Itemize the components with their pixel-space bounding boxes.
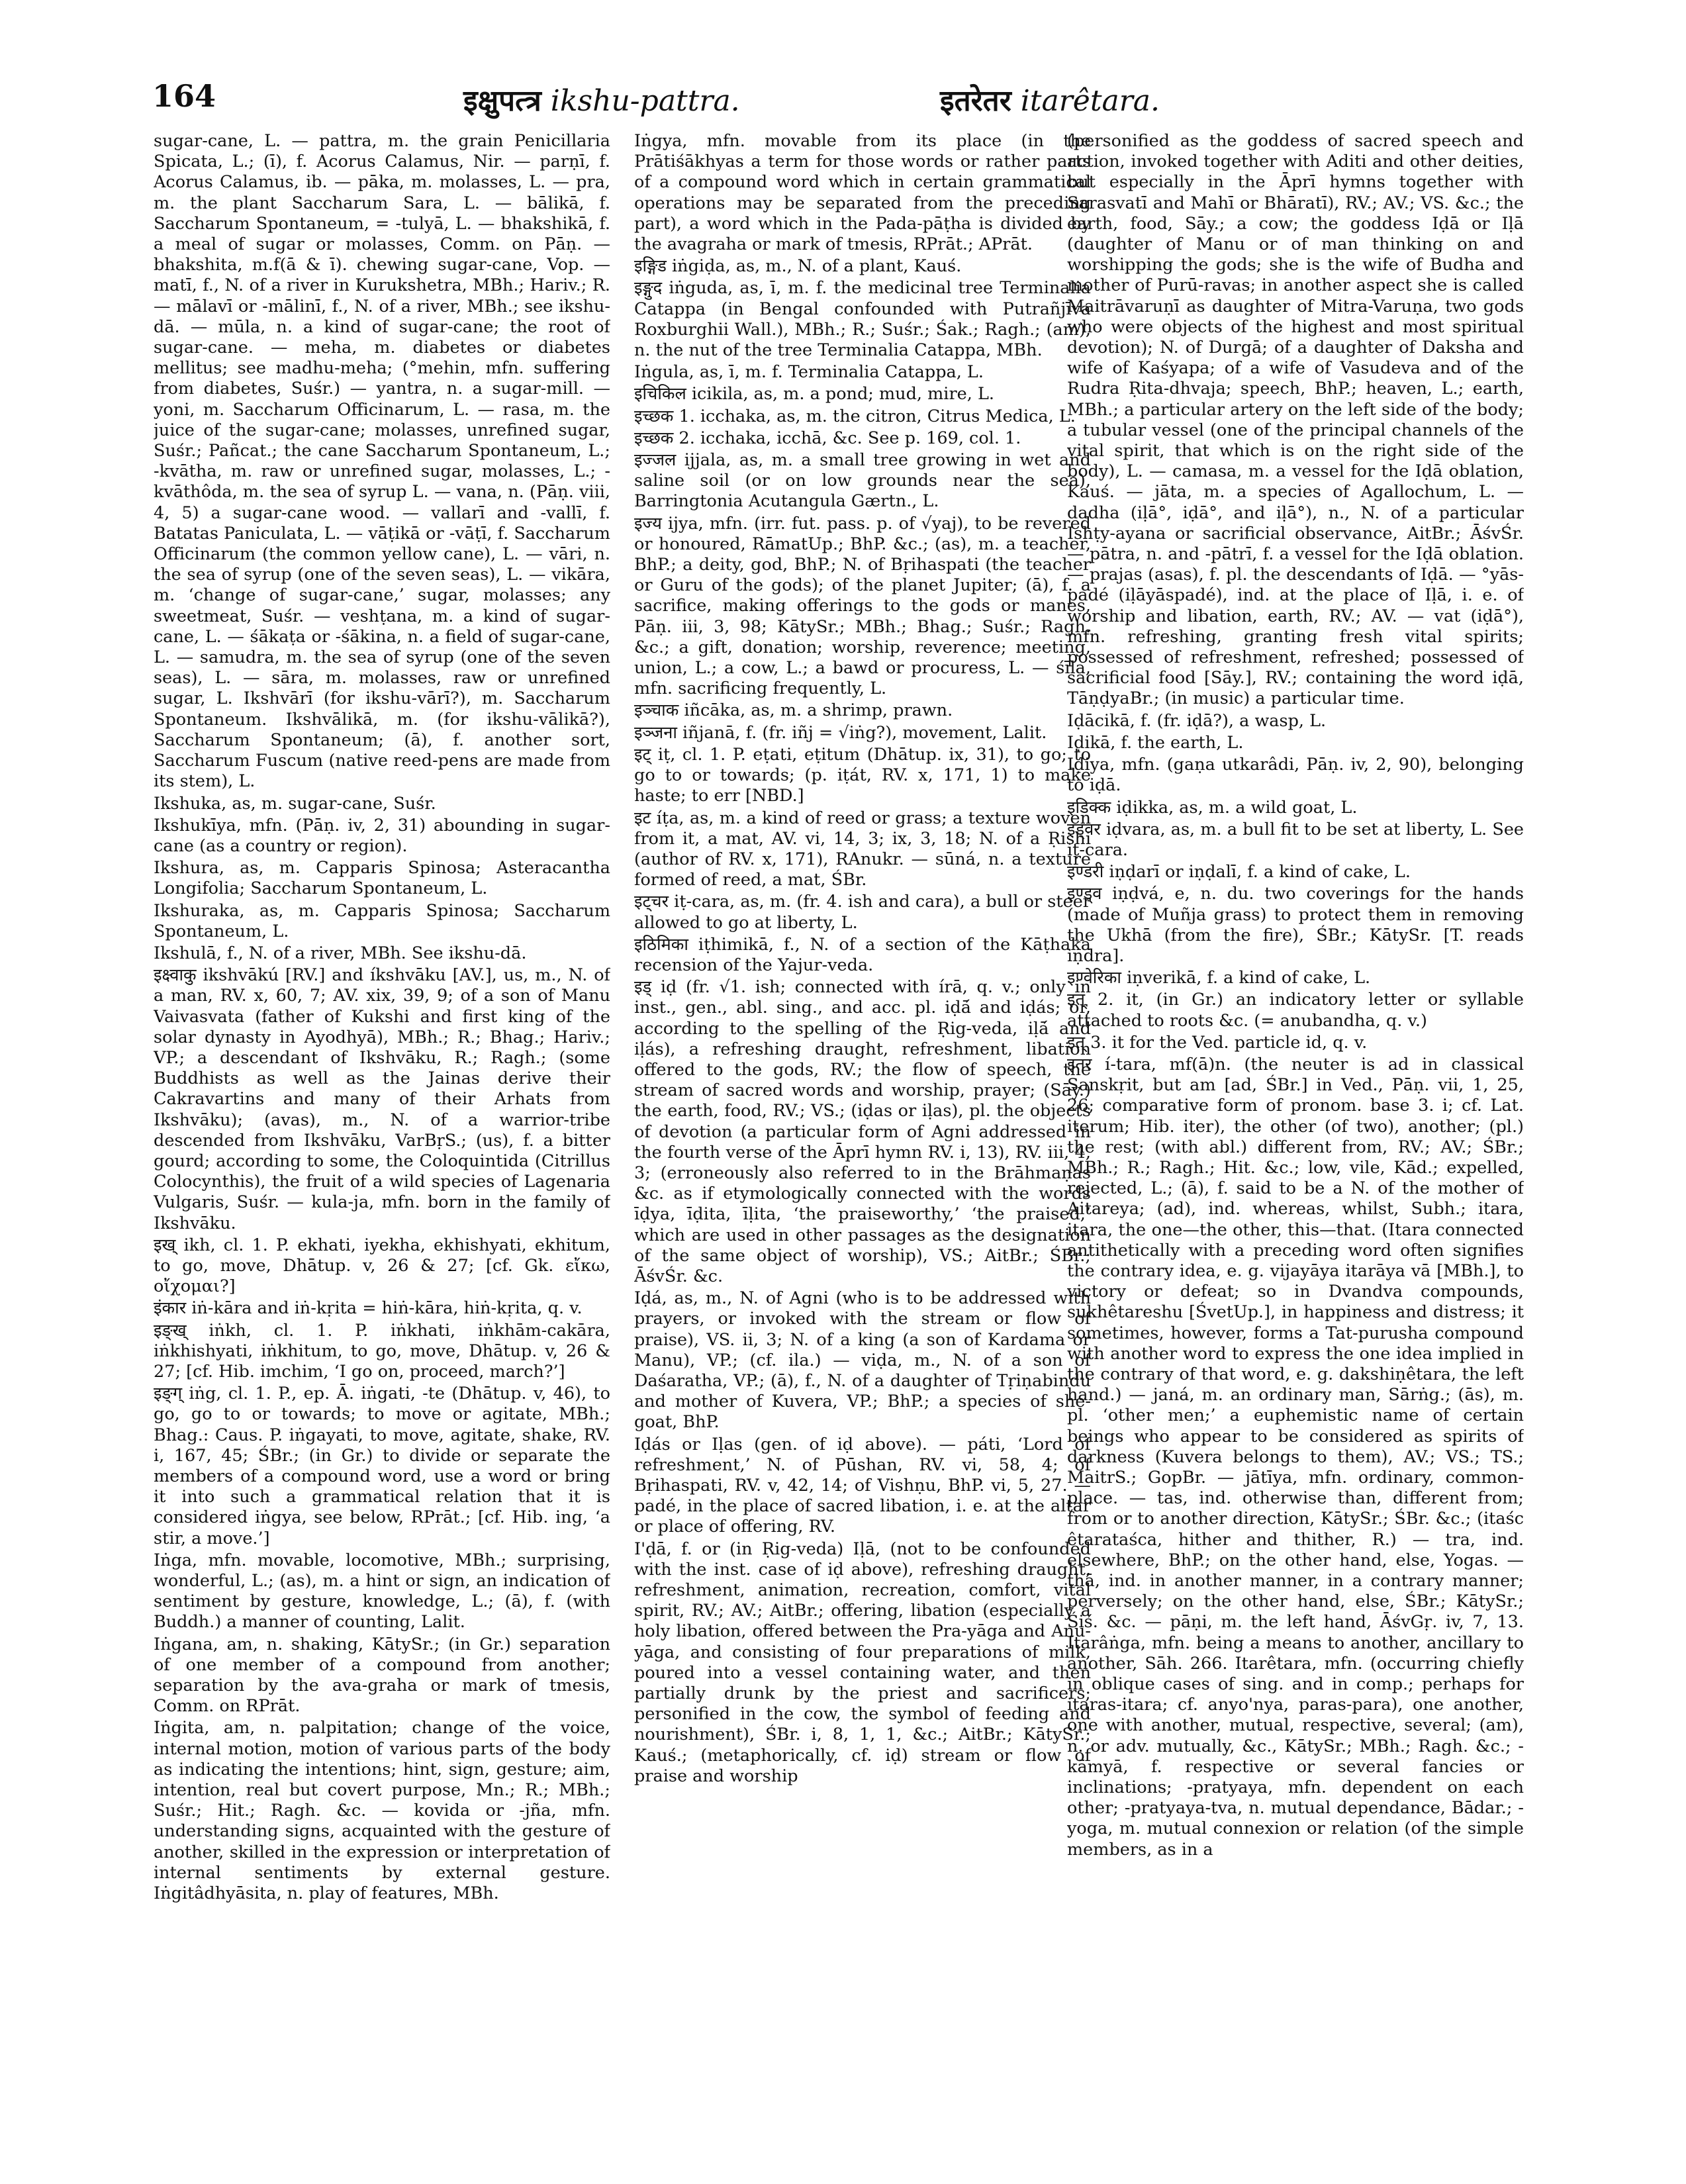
dictionary-entry: Iṅgana, am, n. shaking, KātySr.; (in Gr.) separation of one member of a compound from another; separation by the ava-graha or mark of tmesis, Comm. on RPrāt. <box>154 1634 610 1717</box>
dictionary-entry: इङ्ख् iṅkh, cl. 1. P. iṅkhati, iṅkhām-cakāra, iṅkhishyati, iṅkhitum, to go, move, Dhātup. v, 26 & 27; [cf. Hib. imchim, ‘I go on, proceed, march?’] <box>154 1320 610 1382</box>
dictionary-entry: इट् iṭ, cl. 1. P. eṭati, eṭitum (Dhātup. ix, 31), to go; to go to or towards; (p. iṭát, RV. x, 171, 1) to make haste; to err [NBD.] <box>634 744 1091 806</box>
dictionary-entry: Iṅgula, as, ī, m. f. Terminalia Catappa, L. <box>634 362 984 383</box>
dictionary-entry: इचिकिल icikila, as, m. a pond; mud, mire, L. <box>634 384 994 404</box>
dictionary-entry: इञ्जना iñjanā, f. (fr. iñj = √iṅg?), movement, Lalit. <box>634 722 1047 743</box>
column-2 <box>634 131 1091 2157</box>
page-number: 164 <box>152 78 216 114</box>
dictionary-entry: इज्य ijya, mfn. (irr. fut. pass. p. of √yaj), to be revered or honoured, RāmatUp.; BhP. &c.; (as), m. a teacher, BhP.; a deity, god, BhP.; N. of Bṛihaspati (the teacher or Guru of the gods); of the planet Jupiter; (ā), f. a sacrifice, making offerings to the gods or manes, Pāṇ. iii, 3, 98; KātySr.; MBh.; Bhag.; Suśr.; Ragh. &c.; a gift, donation; worship, reverence; meeting, union, L.; a cow, L.; a bawd or procuress, L. — śīla, mfn. sacrificing frequently, L. <box>634 513 1091 699</box>
dictionary-entry: इण्ड्व iṇḍvá, e, n. du. two coverings for the hands (made of Muñja grass) to protect them in removing the Ukhā (from the fire), ŚBr.; KātySr. [T. reads iṇdra]. <box>1067 884 1524 966</box>
dictionary-entry: इट्चर iṭ-cara, as, m. (fr. 4. ish and cara), a bull or steer allowed to go at liberty, L. <box>634 892 1091 933</box>
dictionary-entry: Iṅgya, mfn. movable from its place (in the Prātiśākhyas a term for those words or rather parts of a compound word which in certain grammatical operations may be separated from the preceding part), a word which in the Pada-pāṭha is divided by the avagraha or mark of tmesis, RPrāt.; APrāt. <box>634 131 1091 255</box>
dictionary-entry: इतर í-tara, mf(ā)n. (the neuter is ad in classical Sanskṛit, but am [ad, ŚBr.] in Ved., Pāṇ. vii, 1, 25, 26; comparative form of pronom. base 3. i; cf. Lat. iterum; Hib. iter), the other (of two), another; (pl.) the rest; (with abl.) different from, RV.; AV.; ŚBr.; MBh.; R.; Ragh.; Hit. &c.; low, vile, Kād.; expelled, rejected, L.; (ā), f. said to be a N. of the mother of Aitareya; (ad), ind. whereas, whilst, Subh.; itara, itara, the one—the other, this—that. (Itara connected antithetically with a preceding word often signifies the contrary idea, e. g. vijayāya itarāya vā [MBh.], to victory or defeat; so in Dvandva compounds, sukhêtareshu [ŚvetUp.], in happiness and distress; it sometimes, however, forms a Tat-purusha compound with another word to express the one idea implied in the contrary of that word, e. g. dakshiṇêtara, the left hand.) — janá, m. an ordinary man, Sārṅg.; (ās), m. pl. ‘other men;’ a euphemistic name of certain beings who appear to be considered as spirits of darkness (Kuvera belongs to them), AV.; VS.; TS.; MaitrS.; GopBr. — jātīya, mfn. ordinary, common-place. — tas, ind. otherwise than, different from; from or to another direction, KātySr.; ŚBr. &c.; (itaśc êtarataśca, hither and thither, R.) — tra, ind. elsewhere, BhP.; on the other hand, else, Yogas. — thā, ind. in another manner, in a contrary manner; perversely; on the other hand, else, ŚBr.; KātySr.; Śiś. &c. — pāṇi, m. the left hand, ĀśvGṛ. iv, 7, 13. Itarâṅga, mfn. being a means to another, ancillary to another, Sāh. 266. Itarêtara, mfn. (occurring chiefly in oblique cases of sing. and in comp.; perhaps for itaras-itara; cf. anyo'nya, paras-para), one another, one with another, mutual, respective, several; (am), n. or adv. mutually, &c., KātySr.; MBh.; Ragh. &c.; -kāmyā, f. respective or several fancies or inclinations; -pratyaya, mfn. dependent on each other; -pratyaya-tva, n. mutual dependance, Bādar.; -yoga, m. mutual connexion or relation (of the simple members, as in a <box>1067 1054 1524 1860</box>
dictionary-entry: Iḍācikā, f. (fr. iḍā?), a wasp, L. <box>1067 710 1327 731</box>
dictionary-entry: sugar-cane, L. — pattra, m. the grain Penicillaria Spicata, L.; (ī), f. Acorus Calamus, Nir. — parṇī, f. Acorus Calamus, ib. — pāka, m. molasses, L. — pra, m. the plant Saccharum Sara, L. — bālikā, f. Saccharum Spontaneum, = -tulyā, L. — bhakshikā, f. a meal of sugar or molasses, Comm. on Pāṇ. — bhakshita, m.f(ā & ī). chewing sugar-cane, Vop. — matī, f., N. of a river in Kurukshetra, MBh.; Hariv.; R. — mālavī or -mālinī, f., N. of a river, MBh.; see ikshu-dā. — mūla, n. a kind of sugar-cane; the root of sugar-cane. — meha, m. diabetes or diabetes mellitus; see madhu-meha; (°mehin, mfn. suffering from diabetes, Suśr.) — yantra, n. a sugar-mill. — yoni, m. Saccharum Officinarum, L. — rasa, m. the juice of the sugar-cane; molasses, unrefined sugar, Suśr.; Pañcat.; the cane Saccharum Spontaneum, L.; -kvātha, m. raw or unrefined sugar, molasses, L.; -kvāthôda, m. the sea of syrup L. — vana, n. (Pāṇ. viii, 4, 5) a sugar-cane wood. — vallarī and -vallī, f. Batatas Paniculata, L. — vāṭikā or -vāṭī, f. Saccharum Officinarum (the common yellow cane), L. — vāri, n. the sea of syrup (one of the seven seas), L. — vikāra, m. ‘change of sugar-cane,’ sugar, molasses; any sweetmeat, Suśr. — veshṭana, m. a kind of sugar-cane, L. — śākaṭa or -śākina, n. a field of sugar-cane, L. — samudra, m. the sea of syrup (one of the seven seas), L. — sāra, m. molasses, raw or unrefined sugar, L. Ikshvārī (for ikshu-vārī?), m. Saccharum Spontaneum. Ikshvālikā, m. (for ikshu-vālikā?), Saccharum Spontaneum; (ā), f. another sort, Saccharum Fuscum (native reed-pens are made from its stem), L. <box>154 131 610 792</box>
dictionary-entry: Ikshuka, as, m. sugar-cane, Suśr. <box>154 793 436 814</box>
dictionary-entry: Iṅgita, am, n. palpitation; change of the voice, internal motion, motion of various parts of the body as indicating the intentions; hint, sign, gesture; aim, intention, real but covert purpose, Mn.; R.; MBh.; Suśr.; Hit.; Ragh. &c. — kovida or -jña, mfn. understanding signs, acquainted with the gesture of another, skilled in the expression or interpretation of internal sentiments by external gesture. Iṅgitâdhyāsita, n. play of features, MBh. <box>154 1718 610 1904</box>
dictionary-entry: Ikshuraka, as, m. Capparis Spinosa; Saccharum Spontaneum, L. <box>154 900 610 941</box>
dictionary-entry: इण्वेरिका iṇverikā, f. a kind of cake, L. <box>1067 968 1371 988</box>
dictionary-entry: Iḍikā, f. the earth, L. <box>1067 732 1244 753</box>
dictionary-entry: इडिक्क iḍikka, as, m. a wild goat, L. <box>1067 797 1358 818</box>
dictionary-entry: इञ्चाक iñcāka, as, m. a shrimp, prawn. <box>634 700 953 721</box>
dictionary-entry: इठिमिका iṭhimikā, f., N. of a section of the Kāṭhaka recension of the Yajur-veda. <box>634 934 1091 975</box>
dictionary-entry: Iḍá, as, m., N. of Agni (who is to be addressed with prayers, or invoked with the stream or flow of praise), VS. ii, 3; N. of a king (a son of Kardama or Manu), VP.; (cf. ila.) — viḍa, m., N. of a son of Daśaratha, VP.; (ā), f., N. of a daughter of Tṛiṇabindu and mother of Kuvera, VP.; BhP.; a species of she-goat, BhP. <box>634 1288 1091 1433</box>
dictionary-entry: इङ्गुद iṅguda, as, ī, m. f. the medicinal tree Terminalia Catappa (in Bengal confounded with Putrañjīva Roxburghii Wall.), MBh.; R.; Suśr.; Śak.; Ragh.; (am), n. the nut of the tree Terminalia Catappa, MBh. <box>634 278 1091 361</box>
right-running-headword <box>940 79 1160 119</box>
right-headword-devanagari: इतरेतर <box>940 84 1011 118</box>
dictionary-entry: इङ्ग् iṅg, cl. 1. P., ep. Ā. iṅgati, -te (Dhātup. v, 46), to go, go to or towards; to move or agitate, MBh.; Bhag.: Caus. P. iṅgayati, to move, agitate, shake, RV. i, 167, 45; ŚBr.; (in Gr.) to divide or separate the members of a compound word, use a word or bring it into such a grammatical relation that it is considered iṅgya, see below, RPrāt.; [cf. Hib. ing, ‘a stir, a move.’] <box>154 1384 610 1548</box>
dictionary-entry: इत् 2. it, (in Gr.) an indicatory letter or syllable attached to roots &c. (= anubandha, q. v.) <box>1067 990 1524 1031</box>
dictionary-entry: I'ḍā, f. or (in Ṛig-veda) Iḷā, (not to be confounded with the inst. case of iḍ above), refreshing draught, refreshment, animation, recreation, comfort, vital spirit, RV.; AV.; AitBr.; offering, libation (especially a holy libation, offered between the Pra-yāga and Anu-yāga, and consisting of four preparations of milk, poured into a vessel containing water, and then partially drunk by the priest and sacrificers; personified in the cow, the symbol of feeding and nourishment), ŚBr. i, 8, 1, 1, &c.; AitBr.; KātySr.; Kauś.; (metaphorically, cf. iḍ) stream or flow of praise and worship <box>634 1539 1091 1786</box>
dictionary-entry: Iḍiya, mfn. (gaṇa utkarâdi, Pāṇ. iv, 2, 90), belonging to iḍā. <box>1067 755 1524 796</box>
dictionary-entry: Ikshura, as, m. Capparis Spinosa; Asteracantha Longifolia; Saccharum Spontaneum, L. <box>154 858 610 899</box>
dictionary-entry: इङ्गिड iṅgiḍa, as, m., N. of a plant, Kauś. <box>634 256 962 277</box>
dictionary-entry: इट íṭa, as, m. a kind of reed or grass; a texture woven from it, a mat, AV. vi, 14, 3; ix, 3, 18; N. of a Ṛishi (author of RV. x, 171), RAnukr. — sūná, n. a texture formed of reed, a mat, ŚBr. <box>634 808 1091 890</box>
left-headword-devanagari: इक्षुपत्त्र <box>463 84 541 118</box>
dictionary-entry: इण्डरी iṇḍarī or iṇḍalī, f. a kind of cake, L. <box>1067 862 1411 882</box>
left-headword-transliteration: ikshu-pattra. <box>550 84 740 118</box>
column-1 <box>154 131 610 2157</box>
dictionary-entry: Iḍás or Iḷas (gen. of iḍ above). — páti, ‘Lord of refreshment,’ N. of Pūshan, RV. vi, 58, 4; of Bṛihaspati, RV. v, 42, 14; of Vishṇu, BhP. vi, 5, 27. — padé, in the place of sacred libation, i. e. at the altar or place of offering, RV. <box>634 1434 1091 1537</box>
left-running-headword <box>463 79 740 119</box>
dictionary-entry: इड्वर iḍvara, as, m. a bull fit to be set at liberty, L. See iṭ-cara. <box>1067 819 1524 860</box>
dictionary-entry: इड् iḍ (fr. √1. ish; connected with írā, q. v.; only in inst., gen., abl. sing., and acc. pl. iḍā́ and iḍás; or, according to the spelling of the Ṛig-veda, iḷā́ and iḷás), a refreshing draught, refreshment, libation offered to the gods, RV.; the flow of speech, the stream of sacred words and worship, prayer; (Sāy.) the earth, food, RV.; VS.; (iḍas or iḷas), pl. the objects of devotion (a particular form of Agni addressed in the fourth verse of the Āprī hymn RV. i, 13), RV. iii, 4, 3; (erroneously also referred to in the Brāhmaṇas &c. as if etymologically connected with the words īḍya, īḍita, īḷita, ‘the praiseworthy,’ ‘the praised,’ which are used in other passages as the designation of the same object of worship), VS.; AitBr.; ŚBr.; ĀśvŚr. &c. <box>634 977 1091 1286</box>
dictionary-entry: इक्ष्वाकु ikshvākú [RV.] and íkshvāku [AV.], us, m., N. of a man, RV. x, 60, 7; AV. xix, 39, 9; of a son of Manu Vaivasvata (father of Kukshi and first king of the solar dynasty in Ayodhyā), MBh.; R.; Bhag.; Hariv.; VP.; a descendant of Ikshvāku, R.; Ragh.; (some Buddhists as well as the Jainas derive their Cakravartins and many of their Arhats from Ikshvāku); (avas), m., N. of a warrior-tribe descended from Ikshvāku, VarBṛS.; (us), f. a bitter gourd; according to some, the Coloquintida (Citrillus Colocynthis), the fruit of a wild species of Lagenaria Vulgaris, Suśr. — kula-ja, mfn. born in the family of Ikshvāku. <box>154 965 610 1233</box>
dictionary-entry: इत् 3. it for the Ved. particle id, q. v. <box>1067 1032 1368 1053</box>
dictionary-entry: इज्जल ijjala, as, m. a small tree growing in wet and saline soil (or on low grounds near the sea), Barringtonia Acutangula Gærtn., L. <box>634 450 1091 512</box>
running-header <box>152 78 1542 124</box>
column-3 <box>1067 131 1524 2157</box>
dictionary-entry: इच्छक 2. icchaka, icchā, &c. See p. 169, col. 1. <box>634 428 1021 448</box>
dictionary-entry: इच्छक 1. icchaka, as, m. the citron, Citrus Medica, L. <box>634 406 1076 426</box>
dictionary-entry: Ikshukīya, mfn. (Pāṇ. iv, 2, 31) abounding in sugar-cane (as a country or region). <box>154 815 610 856</box>
dictionary-entry: Iṅga, mfn. movable, locomotive, MBh.; surprising, wonderful, L.; (as), m. a hint or sign, an indication of sentiment by gesture, knowledge, L.; (ā), f. (with Buddh.) a manner of counting, Lalit. <box>154 1550 610 1633</box>
right-headword-transliteration: itarêtara. <box>1020 84 1160 118</box>
dictionary-entry: इंकार iṅ-kāra and iṅ-kṛita = hiṅ-kāra, hiṅ-kṛita, q. v. <box>154 1298 583 1319</box>
dictionary-entry: इख् ikh, cl. 1. P. ekhati, iyekha, ekhishyati, ekhitum, to go, move, Dhātup. v, 26 & 27; [cf. Gk. εἴκω, οἴχομαι?] <box>154 1235 610 1297</box>
dictionary-entry: Ikshulā, f., N. of a river, MBh. See ikshu-dā. <box>154 943 527 963</box>
dictionary-entry: (personified as the goddess of sacred speech and action, invoked together with Aditi and other deities, but especially in the Āprī hymns together with Sarasvatī and Mahī or Bhāratī), RV.; AV.; VS. &c.; the earth, food, Sāy.; a cow; the goddess Iḍā or Iḷā (daughter of Manu or of man thinking on and worshipping the gods; she is the wife of Budha and mother of Purū-ravas; in another aspect she is called Maitrāvaruṇī as daughter of Mitra-Varuṇa, two gods who were objects of the highest and most spiritual devotion); N. of Durgā; of a daughter of Daksha and wife of Kaśyapa; of a wife of Vasudeva and of the Rudra Ṛita-dhvaja; speech, BhP.; heaven, L.; earth, MBh.; a particular artery on the left side of the body; a tubular vessel (one of the principal channels of the vital spirit, that which is on the right side of the body), L. — camasa, m. a vessel for the Iḍā oblation, Kauś. — jāta, m. a species of Agallochum, L. — dadha (iḷā°, iḍā°, and iḷā°), n., N. of a particular Ishṭy-ayana or sacrificial observance, AitBr.; ĀśvŚr. — pātra, n. and -pātrī, f. a vessel for the Iḍā oblation. — prajas (asas), f. pl. the descendants of Iḍā. — °yās-padé (iḷāyāspadé), ind. at the place of Iḷā, i. e. of worship and libation, earth, RV.; AV. — vat (iḍā°), mfn. refreshing, granting fresh vital spirits; possessed of refreshment, refreshed; possessed of sacrificial food [Sāy.], RV.; containing the word iḍā, TāṇḍyaBr.; (in music) a particular time. <box>1067 131 1524 709</box>
